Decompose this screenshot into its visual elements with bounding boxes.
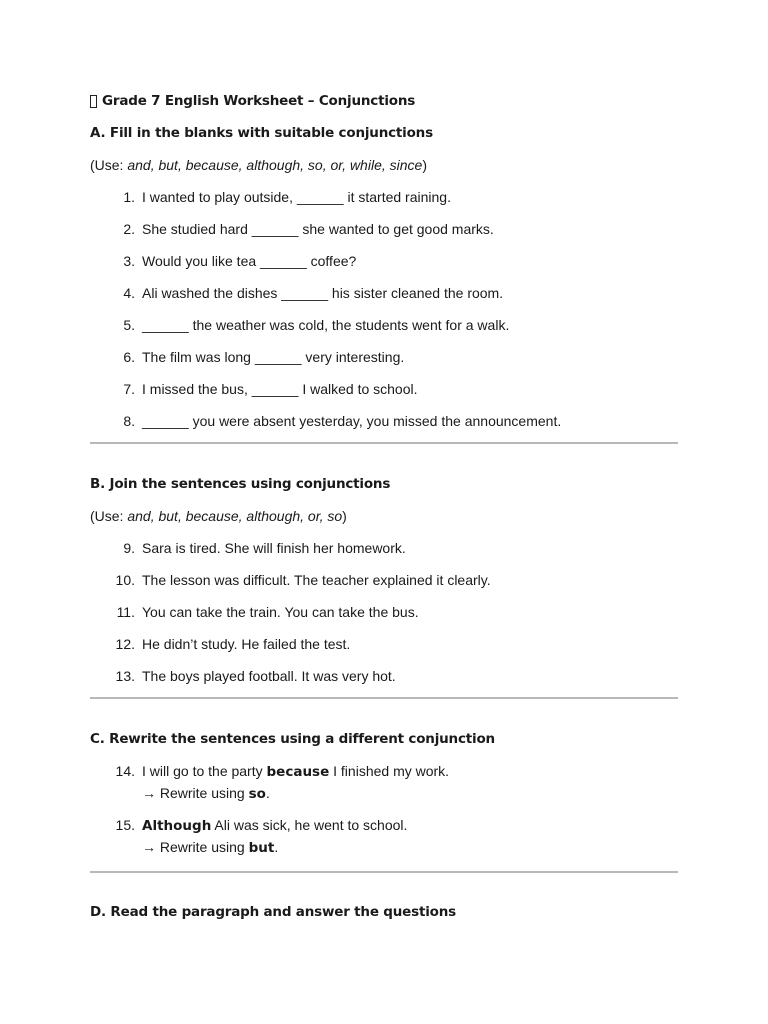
item-text: He didn’t study. He failed the test.	[142, 636, 351, 652]
section-c	[90, 729, 678, 859]
worksheet-title-text: Grade 7 English Worksheet – Conjunctions	[102, 93, 416, 109]
item-text: I will go to the party because I finished my work.	[142, 763, 450, 780]
keyword: but	[248, 840, 275, 856]
item-text: The film was long ______ very interesting.	[142, 349, 405, 365]
item-text: I missed the bus, ______ I walked to school.	[142, 381, 418, 397]
item-text: Would you like tea ______ coffee?	[142, 253, 357, 269]
section-d-heading: D. Read the paragraph and answer the questions	[90, 904, 456, 920]
item-number: 8.	[123, 413, 135, 429]
section-b-heading: B. Join the sentences using conjunctions	[90, 476, 391, 492]
list-item	[90, 283, 678, 303]
item-text: The lesson was difficult. The teacher explained it clearly.	[142, 572, 491, 588]
item-number: 12.	[115, 636, 135, 652]
section-d	[90, 902, 678, 922]
section-b-hint: (Use: and, but, because, although, or, so)	[90, 508, 347, 524]
item-number: 11.	[116, 604, 135, 620]
item-text: ______ you were absent yesterday, you missed the announcement.	[142, 413, 562, 429]
item-text: Although Ali was sick, he went to school.	[142, 817, 408, 834]
list-item	[90, 815, 678, 859]
item-number: 5.	[123, 317, 135, 333]
item-number: 3.	[123, 253, 135, 269]
item-text: ______ the weather was cold, the students went for a walk.	[142, 317, 510, 333]
item-text: She studied hard ______ she wanted to get good marks.	[142, 221, 494, 237]
section-b-list	[90, 538, 678, 686]
list-item	[90, 602, 678, 622]
list-item	[90, 251, 678, 271]
worksheet-content	[90, 91, 678, 922]
item-text: Sara is tired. She will finish her homework.	[142, 540, 406, 556]
divider	[90, 871, 678, 873]
item-text: You can take the train. You can take the bus.	[142, 604, 419, 620]
divider	[90, 442, 678, 444]
section-c-list	[90, 761, 678, 859]
list-item	[90, 570, 678, 590]
list-item	[90, 219, 678, 239]
section-c-heading: C. Rewrite the sentences using a different conjunction	[90, 731, 495, 747]
item-number: 13.	[115, 668, 135, 684]
list-item	[90, 315, 678, 335]
section-a-list	[90, 187, 678, 431]
item-number: 10.	[115, 572, 135, 588]
item-number: 6.	[123, 349, 135, 365]
list-item	[90, 187, 678, 207]
list-item	[90, 379, 678, 399]
item-number: 7.	[123, 381, 135, 397]
item-number: 2.	[123, 221, 135, 237]
item-text: The boys played football. It was very hot.	[142, 668, 396, 684]
section-a	[90, 123, 678, 431]
list-item	[90, 411, 678, 431]
worksheet-title	[90, 91, 678, 111]
keyword: so	[248, 786, 266, 802]
section-a-hint: (Use: and, but, because, although, so, or, while, since)	[90, 157, 427, 173]
list-item	[90, 666, 678, 686]
list-item	[90, 761, 678, 805]
item-number: 1.	[123, 189, 135, 205]
item-text: Ali washed the dishes ______ his sister cleaned the room.	[142, 285, 504, 301]
keyword: because	[266, 764, 330, 780]
list-item	[90, 634, 678, 654]
rewrite-instruction: → Rewrite using so.	[142, 785, 270, 802]
divider	[90, 697, 678, 699]
list-item	[90, 538, 678, 558]
item-text: I wanted to play outside, ______ it started raining.	[142, 189, 451, 205]
item-number: 4.	[123, 285, 135, 301]
missing-glyph-icon	[90, 95, 97, 108]
section-a-heading: A. Fill in the blanks with suitable conjunctions	[90, 125, 433, 141]
item-number: 9.	[123, 540, 135, 556]
keyword: Although	[142, 818, 212, 834]
section-b	[90, 474, 678, 686]
rewrite-instruction: → Rewrite using but.	[142, 839, 279, 856]
list-item	[90, 347, 678, 367]
item-number: 14.	[115, 763, 135, 779]
item-number: 15.	[115, 817, 135, 833]
